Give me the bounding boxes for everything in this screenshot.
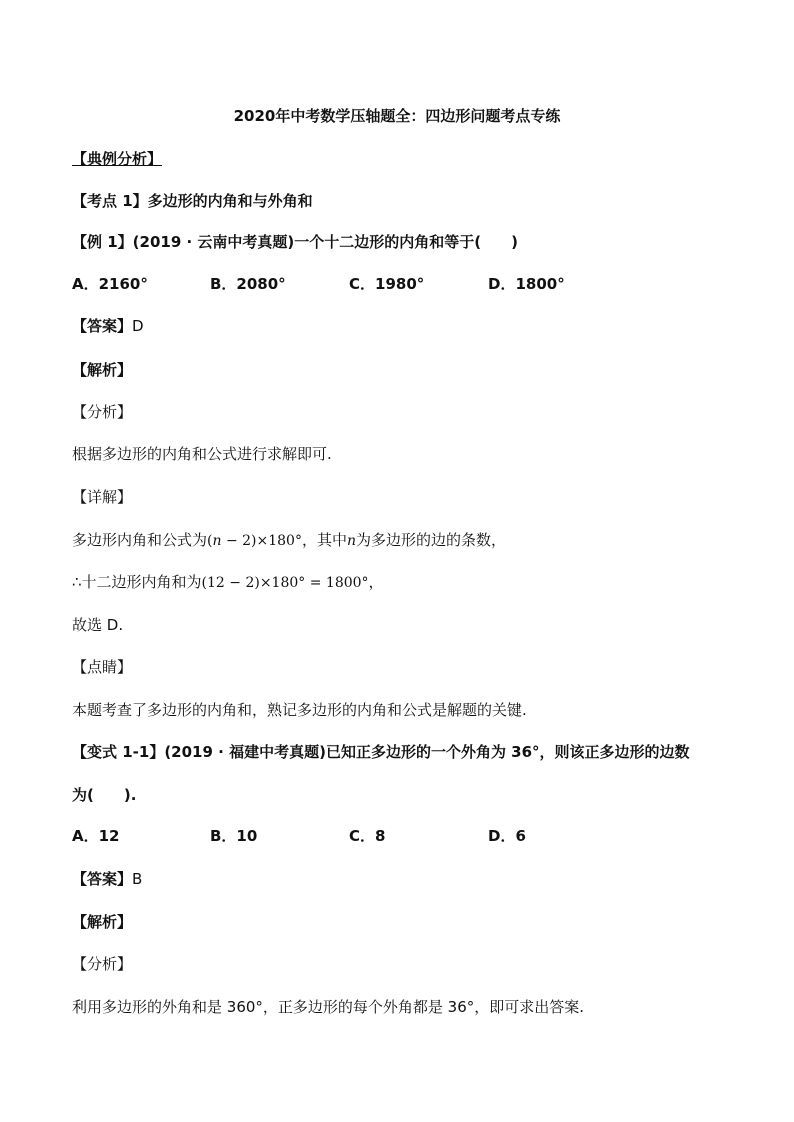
example-1-dianjing: 【点睛】 (72, 658, 133, 676)
variant-1-1-question-text: 已知正多边形的一个外角为 36°，则该正多边形的边数 (325, 743, 690, 761)
variant-1-1-fenxi-text: 利用多边形的外角和是 360°，正多边形的每个外角都是 36°，即可求出答案. (72, 998, 585, 1016)
example-1-jiexi: 【解析】 (72, 361, 133, 379)
option-b: B．10 (210, 827, 258, 845)
option-d: D．1800° (488, 275, 565, 293)
answer-label: 【答案】 (72, 317, 133, 335)
formula-rest: − 2)×180° (221, 533, 302, 549)
option-c: C．8 (349, 827, 386, 845)
option-a: A．2160° (72, 275, 148, 293)
formula-twelve-gon: (12 − 2)×180° = 1800° (201, 575, 369, 591)
formula-paren: ( (207, 533, 213, 549)
answer-label: 【答案】 (72, 870, 133, 888)
section-heading: 【典例分析】 (72, 150, 163, 168)
example-1-fenxi-text: 根据多边形的内角和公式进行求解即可. (72, 445, 332, 463)
page-title: 2020年中考数学压轴题全：四边形问题考点专练 (233, 107, 561, 125)
example-1-answer (72, 316, 144, 336)
variant-1-1-fenxi: 【分析】 (72, 955, 133, 973)
solution-text: ， (368, 573, 384, 591)
variant-1-1-jiexi: 【解析】 (72, 913, 133, 931)
option-c: C．1980° (349, 275, 425, 293)
variant-1-1-options (72, 826, 526, 846)
option-b: B．2080° (210, 275, 286, 293)
answer-value: D (132, 317, 144, 335)
example-1-solution-line-2 (72, 572, 384, 593)
variable-n: n (346, 533, 357, 549)
example-1-solution-line-1 (72, 530, 506, 551)
example-1-xiangjie: 【详解】 (72, 488, 133, 506)
formula-variable-n: n (212, 533, 222, 549)
example-1-solution-line-3: 故选 D. (72, 616, 124, 634)
variant-1-1-question-line-1 (72, 742, 690, 762)
variant-1-1-answer (72, 869, 142, 889)
example-1-fenxi: 【分析】 (72, 403, 133, 421)
solution-text: 多边形内角和公式为 (72, 531, 208, 549)
option-d: D．6 (488, 827, 526, 845)
example-1-source: (2019 · 云南中考真题) (132, 233, 295, 251)
example-1-dianjing-text: 本题考查了多边形的内角和，熟记多边形的内角和公式是解题的关键. (72, 701, 527, 719)
solution-text: ，其中 (301, 531, 347, 549)
example-1-tag: 【例 1】 (72, 233, 133, 251)
option-a: A．12 (72, 827, 120, 845)
solution-text: ∴十二边形内角和为 (72, 573, 202, 591)
variant-1-1-tag: 【变式 1-1】 (72, 743, 165, 761)
solution-text: 为多边形的边的条数， (356, 531, 507, 549)
example-1-options (72, 274, 565, 294)
kaodian-heading: 【考点 1】多边形的内角和与外角和 (72, 192, 313, 210)
variant-1-1-question-line-2: 为( ). (72, 786, 137, 804)
answer-value: B (132, 870, 143, 888)
variant-1-1-source: (2019 · 福建中考真题) (164, 743, 326, 761)
formula-interior-sum (207, 533, 302, 549)
example-1-question (72, 232, 518, 252)
example-1-question-text: 一个十二边形的内角和等于( ) (294, 233, 518, 251)
